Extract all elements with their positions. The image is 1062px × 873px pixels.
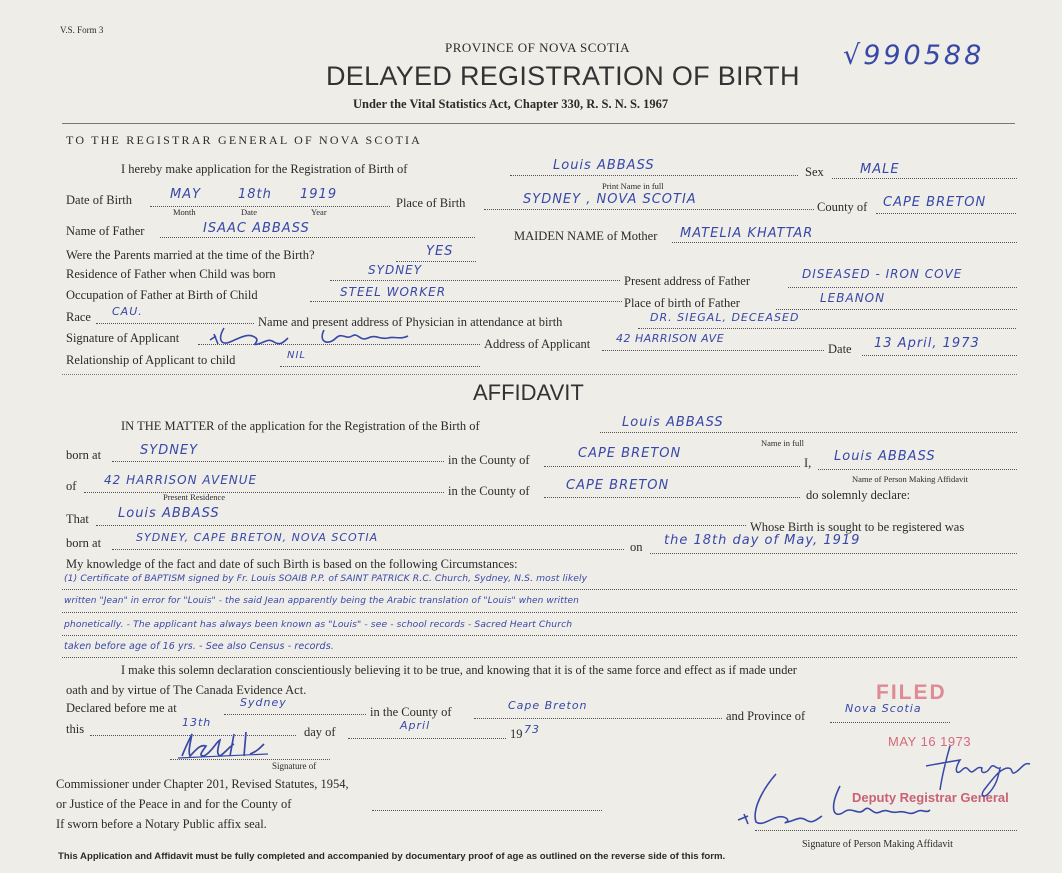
this-label: this bbox=[66, 722, 85, 736]
married-label: Were the Parents married at the time of the Birth? bbox=[66, 248, 315, 262]
filed-stamp: FILED bbox=[876, 681, 947, 704]
county-3-label: in the County of bbox=[370, 705, 452, 719]
sex-label: Sex bbox=[805, 165, 824, 179]
relationship-field bbox=[280, 366, 480, 367]
mother-name-value: MATELIA KHATTAR bbox=[680, 226, 814, 241]
residence-field bbox=[330, 280, 620, 281]
father-name-field bbox=[160, 237, 475, 238]
county-3-field bbox=[474, 718, 722, 719]
circ-line-2 bbox=[62, 612, 1017, 613]
born-at-label: born at bbox=[66, 448, 102, 462]
place-of-birth-value: SYDNEY , NOVA SCOTIA bbox=[523, 192, 697, 207]
date-hint: Date bbox=[241, 207, 258, 217]
that-name-field bbox=[96, 525, 746, 526]
month-value: April bbox=[400, 719, 431, 732]
day-of-label: day of bbox=[304, 725, 336, 739]
commissioner-label: Commissioner under Chapter 201, Revised Statutes, 1954, bbox=[56, 777, 349, 791]
relationship-value: NIL bbox=[287, 350, 307, 361]
matter-name-field bbox=[600, 432, 1017, 433]
applicant-address-value: 42 HARRISON AVE bbox=[616, 332, 725, 345]
footer-note: This Application and Affidavit must be fully completed and accompanied by documentary proof of age as outlined on the reverse side of this form. bbox=[58, 851, 726, 862]
county-of-value: CAPE BRETON bbox=[578, 446, 682, 461]
commissioner-signature bbox=[176, 728, 272, 762]
signature-of-label: Signature of bbox=[272, 761, 317, 771]
year-hint: Year bbox=[311, 207, 327, 217]
affiant-name-field bbox=[818, 469, 1017, 470]
addressee-line: TO THE REGISTRAR GENERAL OF NOVA SCOTIA bbox=[66, 133, 423, 147]
residence-value: SYDNEY bbox=[368, 263, 423, 277]
county-field bbox=[876, 213, 1016, 214]
date-value: 13 April, 1973 bbox=[874, 336, 980, 351]
whose-birth-label: Whose Birth is sought to be registered was bbox=[750, 520, 965, 534]
circ-line-4 bbox=[62, 657, 1017, 658]
father-name-value: ISAAC ABBASS bbox=[203, 221, 310, 236]
occupation-field bbox=[310, 301, 622, 302]
i-label: I, bbox=[804, 456, 812, 470]
document-title: DELAYED REGISTRATION OF BIRTH bbox=[326, 61, 800, 91]
sex-field bbox=[832, 178, 1017, 179]
justice-county-field bbox=[372, 810, 602, 811]
province-heading: PROVINCE OF NOVA SCOTIA bbox=[445, 40, 630, 55]
solemn-declaration-1: I make this solemn declaration conscientiously believing it to be true, and knowing that it is of the same force and effect as if made under bbox=[121, 663, 797, 677]
circumstances-4: taken before age of 16 yrs. - See also Census - records. bbox=[64, 641, 334, 652]
province-value: Nova Scotia bbox=[845, 702, 922, 715]
year-prefix: 19 bbox=[510, 727, 523, 741]
print-name-hint: Print Name in full bbox=[602, 181, 664, 191]
mother-name-field bbox=[672, 242, 1017, 243]
form-number: V.S. Form 3 bbox=[60, 25, 104, 35]
county-of-2-value: CAPE BRETON bbox=[566, 478, 670, 493]
sex-value: MALE bbox=[860, 162, 900, 177]
present-address-field bbox=[788, 287, 1017, 288]
notary-label: If sworn before a Notary Public affix seal. bbox=[56, 817, 267, 831]
month-hint: Month bbox=[173, 207, 196, 217]
circ-line-1 bbox=[62, 589, 1017, 590]
father-birthplace-label: Place of birth of Father bbox=[624, 296, 740, 310]
declare-label: do solemnly declare: bbox=[806, 488, 911, 502]
filed-date-stamp: MAY 16 1973 bbox=[888, 734, 972, 749]
applicant-signature bbox=[206, 322, 468, 352]
circ-line-3 bbox=[62, 635, 1017, 636]
dob-label: Date of Birth bbox=[66, 193, 132, 207]
that-name-value: Louis ABBASS bbox=[118, 506, 220, 521]
knowledge-label: My knowledge of the fact and date of such Birth is based on the following Circumstances: bbox=[66, 557, 518, 571]
circumstances-2: written "Jean" in error for "Louis" - the said Jean apparently being the Arabic translation of "Louis" when written bbox=[64, 596, 579, 606]
physician-field bbox=[638, 328, 1016, 329]
present-address-value: DISEASED - IRON COVE bbox=[802, 267, 963, 281]
residence-affidavit-field bbox=[84, 492, 444, 493]
applicant-signature-label: Signature of Applicant bbox=[66, 331, 180, 345]
race-value: CAU. bbox=[112, 305, 143, 318]
place-of-birth-label: Place of Birth bbox=[396, 196, 466, 210]
county-of-2-field bbox=[544, 497, 800, 498]
child-name-value: Louis ABBASS bbox=[553, 158, 655, 173]
commissioner-signature-field bbox=[170, 759, 330, 760]
county-3-value: Cape Breton bbox=[508, 699, 588, 712]
affiant-name-value: Louis ABBASS bbox=[834, 449, 936, 464]
affiant-signature bbox=[730, 768, 1030, 836]
province-field bbox=[830, 722, 950, 723]
affiant-signature-label: Signature of Person Making Affidavit bbox=[802, 839, 953, 850]
matter-label: IN THE MATTER of the application for the Registration of the Birth of bbox=[121, 419, 480, 433]
child-name-field bbox=[510, 175, 798, 176]
county-of-label: in the County of bbox=[448, 453, 530, 467]
declared-place-value: Sydney bbox=[240, 696, 287, 709]
solemn-declaration-2: oath and by virtue of The Canada Evidence Act. bbox=[66, 683, 307, 697]
dob-year: 1919 bbox=[300, 187, 338, 202]
on-date-field bbox=[650, 553, 1017, 554]
on-date-value: the 18th day of May, 1919 bbox=[664, 533, 861, 548]
physician-value: DR. SIEGAL, DECEASED bbox=[650, 311, 800, 324]
document-subtitle: Under the Vital Statistics Act, Chapter 330, R. S. N. S. 1967 bbox=[353, 97, 669, 111]
on-label: on bbox=[630, 540, 643, 554]
section-divider bbox=[62, 374, 1017, 375]
father-birthplace-value: LEBANON bbox=[820, 291, 886, 305]
province-label: and Province of bbox=[726, 709, 806, 723]
county-value: CAPE BRETON bbox=[883, 195, 987, 210]
matter-name-value: Louis ABBASS bbox=[622, 415, 724, 430]
circumstances-1: (1) Certificate of BAPTISM signed by Fr. Louis SOAIB P.P. of SAINT PATRICK R.C. Church, Sydney, N.S. most likely bbox=[64, 573, 588, 584]
county-of-2-label: in the County of bbox=[448, 484, 530, 498]
file-number: √990588 bbox=[843, 40, 985, 71]
affiant-hint: Name of Person Making Affidavit bbox=[852, 474, 968, 484]
date-field bbox=[862, 355, 1017, 356]
father-name-label: Name of Father bbox=[66, 224, 145, 238]
place-of-birth-field bbox=[484, 209, 814, 210]
present-residence-hint: Present Residence bbox=[163, 492, 226, 502]
occupation-value: STEEL WORKER bbox=[340, 285, 447, 299]
affiant-signature-field bbox=[755, 830, 1017, 831]
name-in-full-hint: Name in full bbox=[761, 438, 804, 448]
born-at-2-label: born at bbox=[66, 536, 102, 550]
born-at-2-field bbox=[112, 549, 624, 550]
mother-name-label: MAIDEN NAME of Mother bbox=[514, 229, 658, 243]
married-value: YES bbox=[426, 244, 454, 259]
day-value: 13th bbox=[182, 716, 212, 729]
dob-day: 18th bbox=[238, 187, 272, 202]
of-label: of bbox=[66, 479, 77, 493]
intro-label: I hereby make application for the Registration of Birth of bbox=[121, 162, 408, 176]
affidavit-heading: AFFIDAVIT bbox=[473, 380, 584, 405]
born-at-value: SYDNEY bbox=[140, 443, 199, 458]
circumstances-3: phonetically. - The applicant has always been known as "Louis" - see - school records - Sacred Heart Church bbox=[64, 619, 573, 630]
deputy-registrar-stamp: Deputy Registrar General bbox=[852, 790, 1009, 805]
born-at-2-value: SYDNEY, CAPE BRETON, NOVA SCOTIA bbox=[136, 531, 379, 544]
race-label: Race bbox=[66, 310, 91, 324]
month-field bbox=[348, 738, 506, 739]
occupation-label: Occupation of Father at Birth of Child bbox=[66, 288, 258, 302]
residence-affidavit-value: 42 HARRISON AVENUE bbox=[104, 473, 258, 487]
father-birthplace-field bbox=[776, 309, 1017, 310]
born-at-field bbox=[112, 461, 444, 462]
county-of-field bbox=[544, 466, 800, 467]
applicant-address-label: Address of Applicant bbox=[484, 337, 591, 351]
justice-label: or Justice of the Peace in and for the County of bbox=[56, 797, 292, 811]
married-field bbox=[396, 261, 476, 262]
applicant-address-field bbox=[602, 350, 824, 351]
present-address-label: Present address of Father bbox=[624, 274, 751, 288]
dob-month: MAY bbox=[170, 187, 202, 202]
residence-label: Residence of Father when Child was born bbox=[66, 267, 276, 281]
date-label: Date bbox=[828, 342, 852, 356]
header-rule bbox=[62, 123, 1015, 124]
declared-before-label: Declared before me at bbox=[66, 701, 177, 715]
year-suffix: 73 bbox=[524, 723, 540, 736]
that-label: That bbox=[66, 512, 89, 526]
county-label: County of bbox=[817, 200, 868, 214]
declared-place-field bbox=[224, 714, 366, 715]
relationship-label: Relationship of Applicant to child bbox=[66, 353, 236, 367]
physician-label: Name and present address of Physician in attendance at birth bbox=[258, 315, 563, 329]
